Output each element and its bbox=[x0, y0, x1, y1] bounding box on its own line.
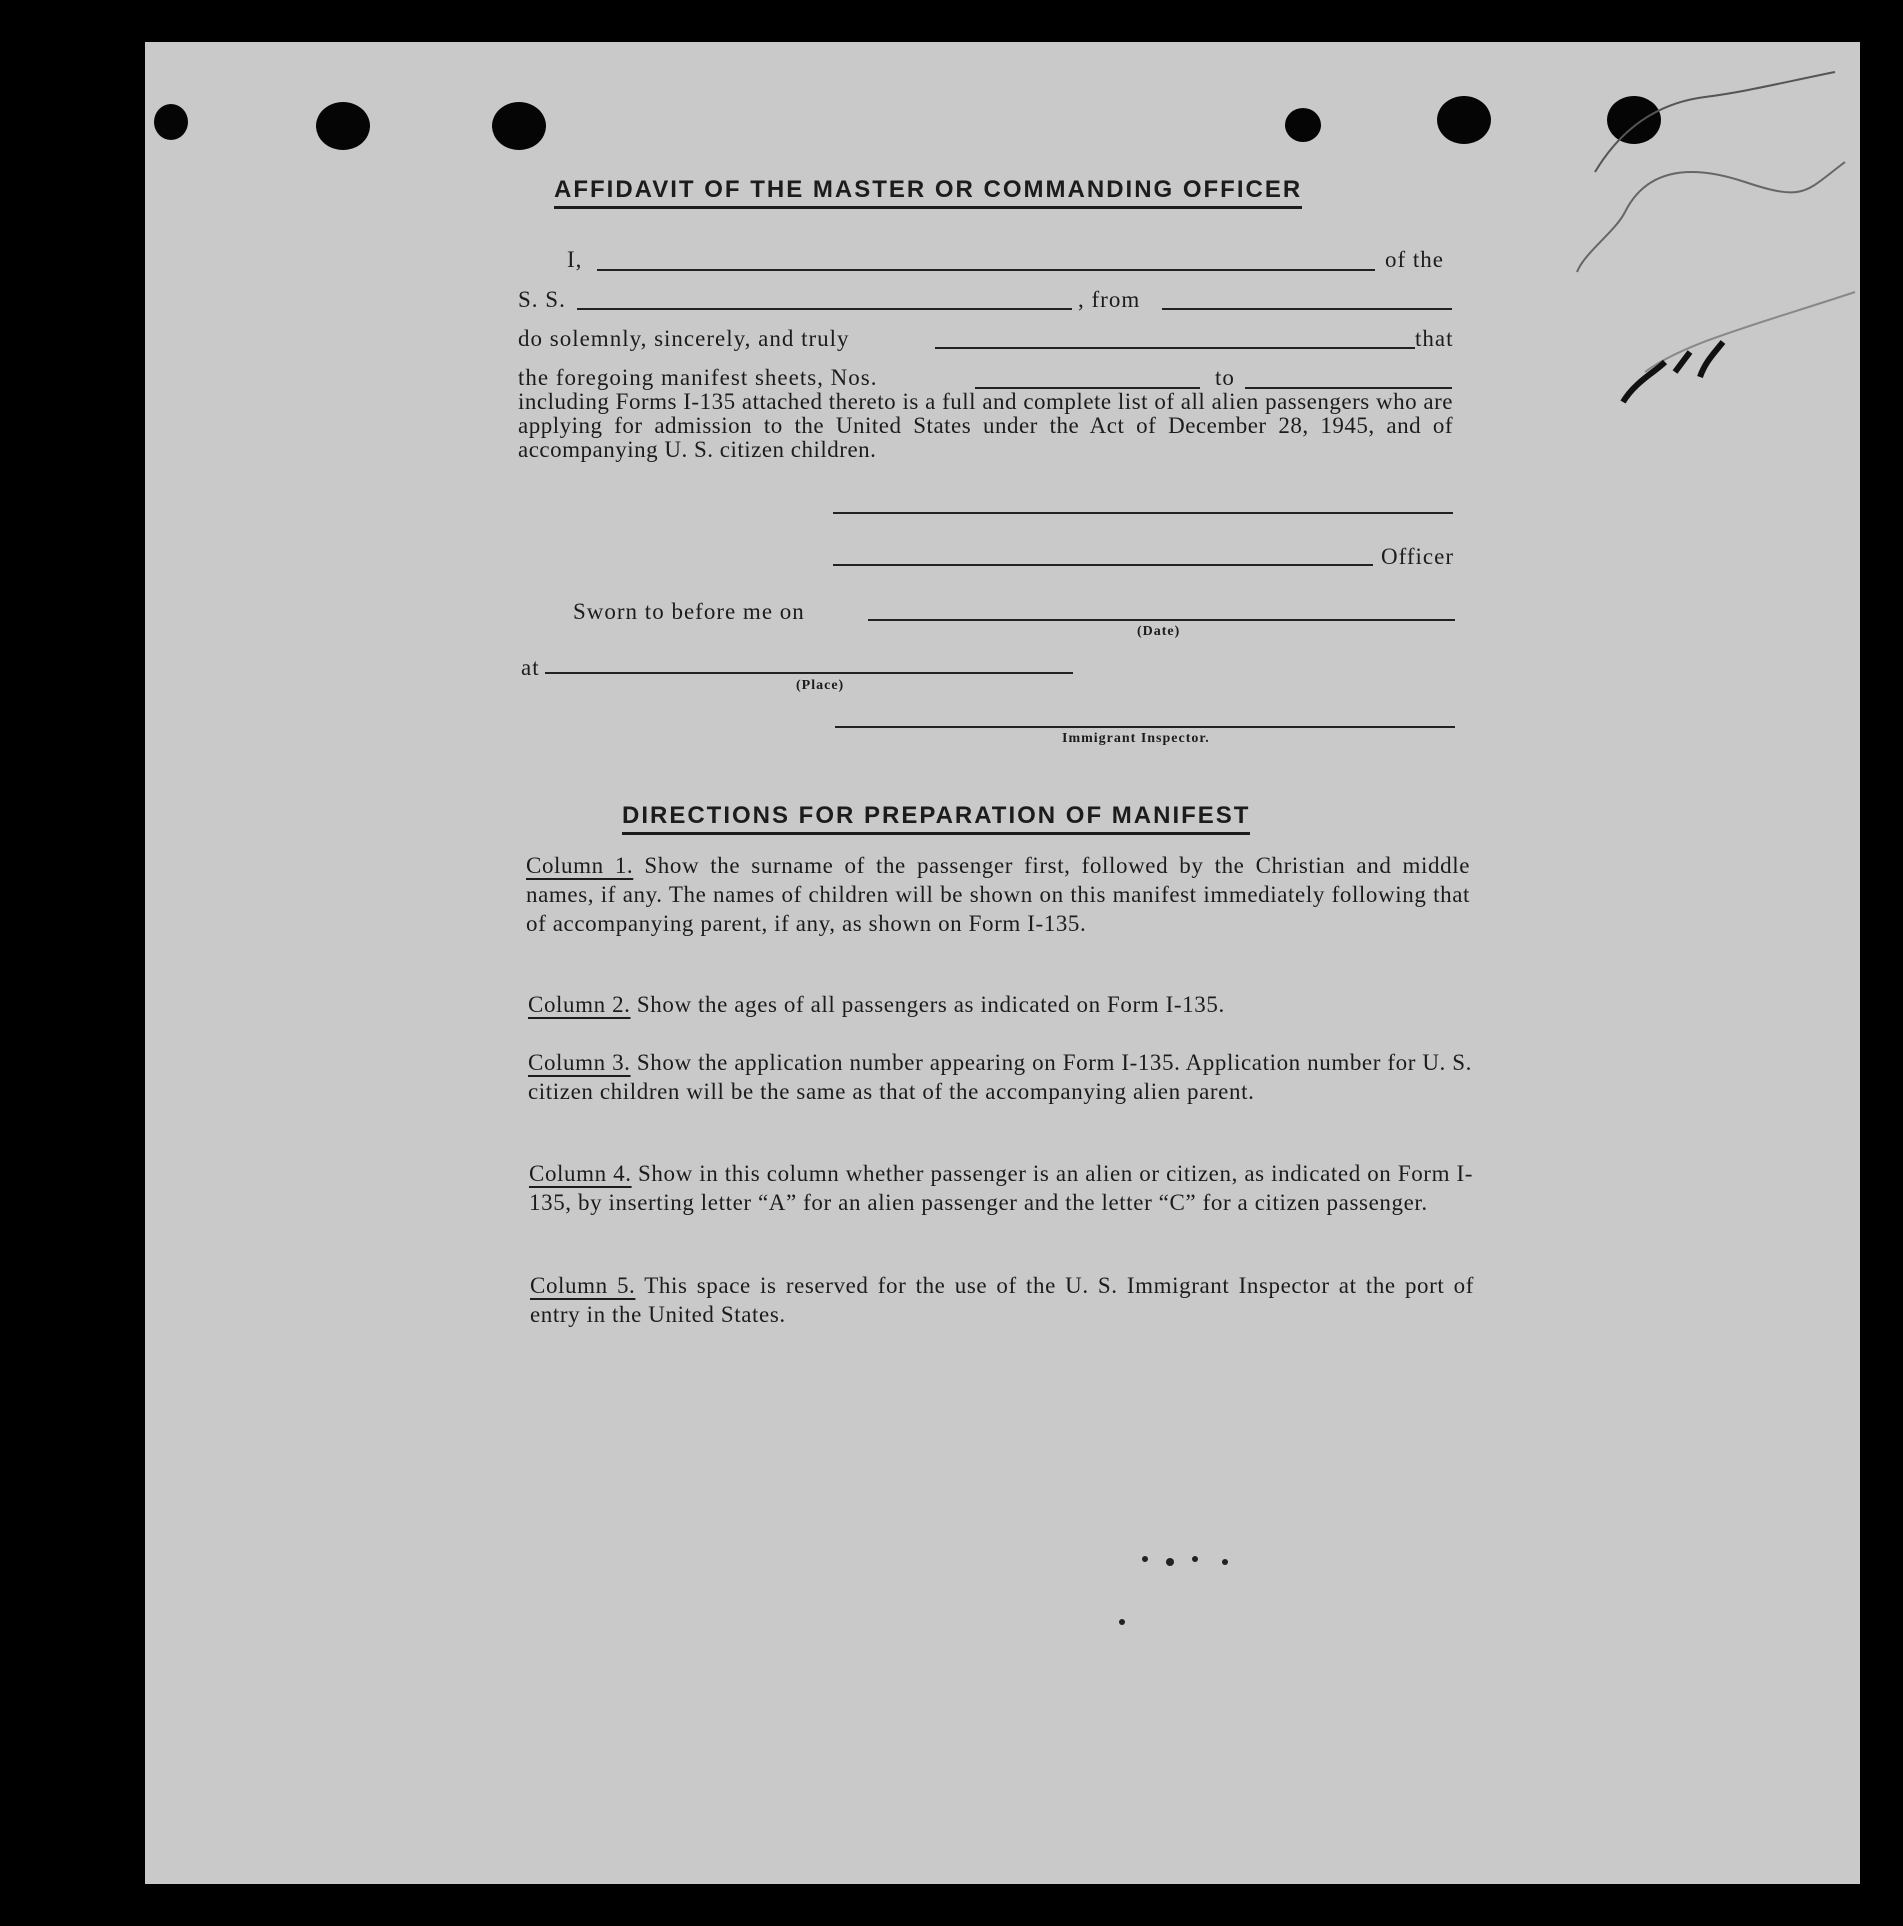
sworn-text: Sworn to before me on bbox=[573, 599, 805, 624]
foregoing-text: the foregoing manifest sheets, Nos. bbox=[518, 365, 878, 390]
column-1-label: Column 1. bbox=[526, 853, 634, 878]
column-4-label: Column 4. bbox=[529, 1161, 632, 1186]
of-the-label: of the bbox=[1385, 247, 1445, 272]
date-caption: (Date) bbox=[1137, 624, 1181, 639]
solemnly-text: do solemnly, sincerely, and truly bbox=[518, 326, 850, 351]
place-caption: (Place) bbox=[796, 678, 845, 693]
sworn-date-line bbox=[868, 619, 1455, 621]
direction-column-5 bbox=[530, 1271, 1474, 1329]
direction-column-2 bbox=[528, 990, 1472, 1019]
column-3-text: Show the application number appearing on Form I-135. Application number for U. S. citizen children will be the same as that of the accompanying alien parent. bbox=[528, 1050, 1472, 1104]
affidavit-body: including Forms I-135 attached thereto is a full and complete list of all alien passengers who are applying for admission to the United States under the Act of December 28, 1945, and of accompanying U. S. citizen children. bbox=[518, 389, 1453, 462]
at-label: at bbox=[521, 655, 540, 680]
ship-name-line bbox=[577, 308, 1072, 310]
pencil-marks bbox=[145, 42, 1860, 1884]
from-label: , from bbox=[1078, 287, 1141, 312]
officer-label: Officer bbox=[1381, 544, 1454, 569]
direction-column-1 bbox=[526, 851, 1470, 938]
direction-column-4 bbox=[529, 1159, 1473, 1217]
inspector-caption: Immigrant Inspector. bbox=[1062, 731, 1210, 746]
document-page bbox=[145, 42, 1860, 1884]
column-5-label: Column 5. bbox=[530, 1273, 636, 1298]
directions-title: DIRECTIONS FOR PREPARATION OF MANIFEST bbox=[622, 802, 1250, 835]
column-4-text: Show in this column whether passenger is an alien or citizen, as indicated on Form I-135, by inserting letter “A” for an alien passenger and the letter “C” for a citizen passenger. bbox=[529, 1161, 1473, 1215]
column-1-text: Show the surname of the passenger first, followed by the Christian and middle names, if any. The names of children will be shown on this manifest immediately following that of accompanying parent, if any, as shown on Form I-135. bbox=[526, 853, 1470, 936]
direction-column-3 bbox=[528, 1048, 1472, 1106]
officer-line bbox=[833, 564, 1373, 566]
i-label: I, bbox=[567, 247, 583, 272]
to-label: to bbox=[1215, 365, 1235, 390]
signature-line bbox=[833, 512, 1453, 514]
ss-label: S. S. bbox=[518, 287, 566, 312]
that-label: that bbox=[1415, 326, 1454, 351]
from-port-line bbox=[1162, 308, 1452, 310]
column-5-text: This space is reserved for the use of the U. S. Immigrant Inspector at the port of entry in the United States. bbox=[530, 1273, 1474, 1327]
column-2-label: Column 2. bbox=[528, 992, 631, 1017]
affidavit-title: AFFIDAVIT OF THE MASTER OR COMMANDING OFFICER bbox=[554, 176, 1302, 209]
column-2-text: Show the ages of all passengers as indicated on Form I-135. bbox=[630, 992, 1225, 1017]
name-line bbox=[597, 269, 1375, 271]
place-line bbox=[545, 672, 1073, 674]
column-3-label: Column 3. bbox=[528, 1050, 631, 1075]
inspector-line bbox=[835, 726, 1455, 728]
oath-line bbox=[935, 347, 1415, 349]
